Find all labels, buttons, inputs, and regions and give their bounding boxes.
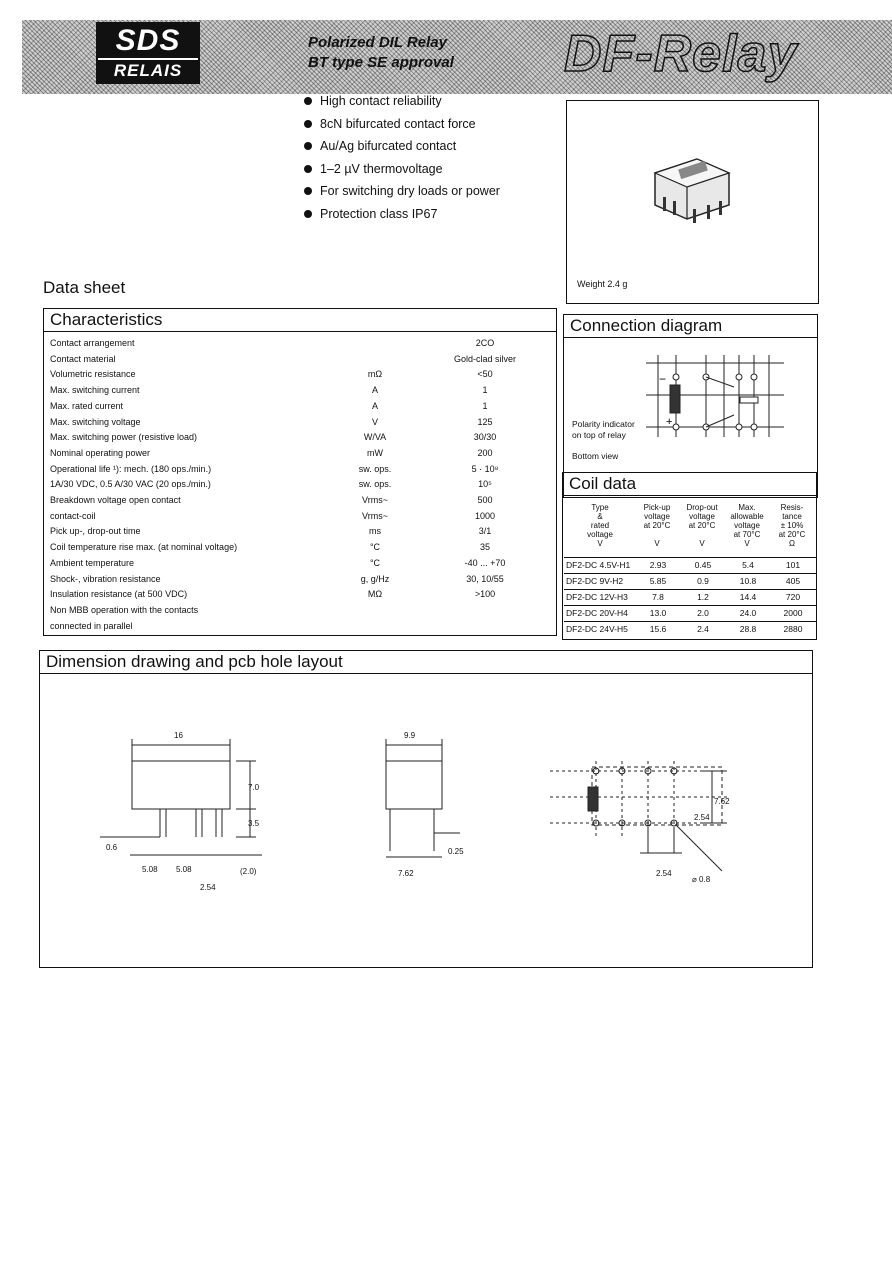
- coil-header-line: [635, 530, 679, 539]
- characteristic-label: Contact material: [50, 353, 116, 364]
- coil-row: [564, 573, 817, 589]
- characteristics-box: [43, 308, 557, 636]
- coil-data-title: Coil data: [563, 473, 816, 496]
- characteristic-label: Volumetric resistance: [50, 369, 136, 380]
- characteristic-label: Max. switching power (resistive load): [50, 432, 198, 443]
- characteristic-row: [50, 523, 550, 539]
- coil-header-line: at 70°C: [733, 530, 761, 539]
- characteristic-value: 3/1: [478, 526, 492, 537]
- characteristic-row: [50, 398, 550, 414]
- svg-text:+: +: [666, 416, 673, 428]
- coil-value-cell: 14.4: [739, 592, 757, 602]
- characteristic-label: Max. switching voltage: [50, 416, 141, 427]
- connection-title: Connection diagram: [564, 315, 817, 338]
- characteristic-unit: V: [371, 416, 378, 427]
- characteristic-unit: sw. ops.: [358, 463, 392, 474]
- characteristic-value: 200: [477, 447, 493, 458]
- coil-type-cell: DF2-DC 20V-H4: [566, 608, 628, 618]
- coil-header-line: Max.: [738, 503, 756, 512]
- characteristic-row: [50, 366, 550, 382]
- coil-value-cell: 101: [785, 560, 801, 570]
- coil-header-cell: [565, 503, 635, 548]
- pcb-hole-diameter: ⌀ 0.8: [692, 875, 711, 884]
- coil-header-line: V: [654, 539, 660, 548]
- bottom-view-label: Bottom view: [572, 451, 619, 461]
- coil-value-cell: 10.8: [739, 576, 757, 586]
- dim-2-0: (2.0): [240, 867, 257, 876]
- coil-value-cell: 5.85: [649, 576, 667, 586]
- characteristic-label: Contact arrangement: [50, 338, 135, 348]
- dim-pitch-2-54: 2.54: [200, 883, 216, 892]
- feature-item: Au/Ag bifurcated contact: [304, 137, 500, 160]
- characteristic-value: 2CO: [475, 338, 495, 348]
- characteristic-value: 125: [477, 416, 493, 427]
- characteristic-label: Pick up-, drop-out time: [50, 526, 141, 537]
- dim-height-7: 7.0: [248, 783, 260, 792]
- characteristic-row: [50, 351, 550, 367]
- dimension-title: Dimension drawing and pcb hole layout: [40, 651, 812, 674]
- characteristic-unit: mΩ: [367, 369, 383, 380]
- characteristic-value: 30/30: [473, 432, 497, 443]
- characteristic-label: Non MBB operation with the contacts: [50, 604, 199, 615]
- characteristic-value: <50: [477, 369, 493, 380]
- coil-row: [564, 605, 817, 621]
- feature-item: 1–2 µV thermovoltage: [304, 160, 500, 183]
- coil-type-cell: DF2-DC 24V-H5: [566, 624, 628, 634]
- dim-pin-0-6: 0.6: [106, 843, 118, 852]
- dim-thickness-0-25: 0.25: [448, 847, 464, 856]
- characteristic-row: [50, 461, 550, 477]
- characteristic-unit: Vrms~: [362, 510, 388, 521]
- characteristic-value: 1: [482, 385, 488, 396]
- coil-value-cell: 15.6: [649, 624, 667, 634]
- dim-height-3-5: 3.5: [248, 819, 260, 828]
- subtitle-line-2: BT type SE approval: [308, 54, 454, 71]
- coil-header-line: Drop-out: [686, 503, 718, 512]
- characteristic-label: Max. switching current: [50, 385, 140, 396]
- characteristic-row: [50, 414, 550, 430]
- polarity-line-1: Polarity indicator: [572, 419, 635, 429]
- coil-value-cell: 405: [785, 576, 801, 586]
- characteristic-label: connected in parallel: [50, 620, 133, 631]
- coil-value-cell: 0.9: [697, 576, 709, 586]
- coil-type-cell: DF2-DC 4.5V-H1: [566, 560, 631, 570]
- characteristic-value: Gold-clad silver: [453, 353, 517, 364]
- coil-value-cell: 28.8: [739, 624, 757, 634]
- page-title: DF-Relay: [564, 25, 798, 83]
- polarity-line-2: on top of relay: [572, 430, 626, 440]
- dim-width-7-62: 7.62: [398, 869, 414, 878]
- coil-value-cell: 0.45: [694, 560, 712, 570]
- characteristic-value: 1000: [474, 510, 496, 521]
- feature-list: [304, 92, 500, 228]
- characteristic-value: 5 · 10⁸: [471, 463, 499, 474]
- characteristic-label: Max. rated current: [50, 400, 124, 411]
- feature-item: Protection class IP67: [304, 205, 500, 228]
- pcb-dim-7-62: 7.62: [714, 797, 730, 806]
- weight-label: Weight 2.4 g: [577, 279, 628, 289]
- coil-header-line: ± 10%: [780, 521, 804, 530]
- dim-width-9-9: 9.9: [404, 731, 416, 740]
- coil-header-line: voltage: [587, 530, 613, 539]
- coil-value-cell: 2.93: [649, 560, 667, 570]
- dim-pitch-5-08-b: 5.08: [176, 865, 192, 874]
- subtitle-line-1: Polarized DIL Relay: [308, 34, 447, 51]
- connection-diagram-box: [563, 314, 818, 498]
- characteristic-unit: mW: [367, 447, 383, 458]
- coil-type-cell: DF2-DC 12V-H3: [566, 592, 628, 602]
- coil-header-line: allowable: [730, 512, 764, 521]
- coil-type-cell: DF2-DC 9V-H2: [566, 576, 624, 586]
- feature-item: High contact reliability: [304, 92, 500, 115]
- coil-header-line: V: [699, 539, 705, 548]
- characteristic-value: 1: [482, 400, 488, 411]
- characteristic-label: Shock-, vibration resistance: [50, 573, 161, 584]
- characteristic-value: 30, 10/55: [466, 573, 504, 584]
- characteristic-label: Operational life ¹): mech. (180 ops./min.): [50, 463, 212, 474]
- coil-header-cell: [679, 503, 725, 548]
- coil-header-line: at 20°C: [643, 521, 671, 530]
- characteristic-row: [50, 476, 550, 492]
- coil-row: [564, 589, 817, 605]
- coil-value-cell: 7.8: [652, 592, 664, 602]
- characteristic-row: [50, 618, 550, 634]
- coil-value-cell: 1.2: [697, 592, 709, 602]
- coil-row: [564, 557, 817, 573]
- characteristic-unit: A: [371, 385, 378, 396]
- coil-header-line: voltage: [734, 521, 760, 530]
- coil-value-cell: 24.0: [739, 608, 757, 618]
- feature-item: 8cN bifurcated contact force: [304, 115, 500, 138]
- coil-header-line: tance: [782, 512, 802, 521]
- logo-top-text: SDS: [98, 24, 198, 58]
- coil-header-line: voltage: [644, 512, 670, 521]
- coil-header-line: at 20°C: [778, 530, 806, 539]
- coil-row: [564, 621, 817, 637]
- coil-header-line: Type: [591, 503, 609, 512]
- dim-width-16: 16: [174, 731, 183, 740]
- characteristic-label: Coil temperature rise max. (at nominal voltage): [50, 542, 238, 553]
- relay-photo-box: [566, 100, 819, 304]
- characteristic-unit: ms: [369, 526, 381, 537]
- coil-header-line: Ω: [789, 539, 795, 548]
- characteristic-label: Insulation resistance (at 500 VDC): [50, 589, 188, 600]
- characteristic-row: [50, 382, 550, 398]
- pcb-dim-2-54-vertical: 2.54: [694, 813, 710, 822]
- logo-bottom-text: RELAIS: [98, 60, 198, 82]
- coil-data-box: [562, 472, 817, 640]
- coil-header-line: V: [597, 539, 603, 548]
- coil-header-line: at 20°C: [688, 521, 716, 530]
- characteristic-unit: g, g/Hz: [360, 573, 390, 584]
- characteristic-label: Ambient temperature: [50, 557, 135, 568]
- characteristic-row: [50, 508, 550, 524]
- coil-value-cell: 2.0: [697, 608, 709, 618]
- relay-photo: [567, 101, 818, 271]
- characteristic-row: [50, 445, 550, 461]
- characteristic-value: -40 ... +70: [464, 557, 506, 568]
- coil-header-cell: [769, 503, 815, 548]
- characteristic-unit: °C: [369, 557, 381, 568]
- data-sheet-label: Data sheet: [43, 278, 126, 297]
- characteristic-value: 10⁵: [478, 479, 492, 490]
- pcb-dim-2-54-horizontal: 2.54: [656, 869, 672, 878]
- characteristics-title: Characteristics: [44, 309, 556, 332]
- characteristic-row: [50, 571, 550, 587]
- coil-value-cell: 5.4: [742, 560, 754, 570]
- coil-header-cell: [725, 503, 769, 548]
- coil-value-cell: 2.4: [697, 624, 709, 634]
- characteristic-value: 35: [479, 542, 490, 553]
- coil-header-line: Resis-: [780, 503, 804, 512]
- characteristic-unit: °C: [369, 542, 381, 553]
- characteristic-value: 500: [477, 495, 493, 505]
- characteristic-unit: MΩ: [367, 589, 383, 600]
- coil-header-cell: [635, 503, 679, 548]
- characteristic-row: [50, 586, 550, 602]
- characteristic-value: >100: [474, 589, 496, 600]
- dimension-drawing-box: [39, 650, 813, 968]
- coil-header-line: rated: [590, 521, 610, 530]
- characteristic-unit: sw. ops.: [358, 479, 392, 490]
- coil-header-line: voltage: [689, 512, 715, 521]
- characteristic-row: [50, 602, 550, 618]
- dim-pitch-5-08-a: 5.08: [142, 865, 158, 874]
- characteristic-label: 1A/30 VDC, 0.5 A/30 VAC (20 ops./min.): [50, 479, 211, 490]
- coil-header-line: &: [597, 512, 603, 521]
- polarity-indicator-note: [572, 419, 635, 441]
- characteristic-label: Breakdown voltage open contact: [50, 495, 181, 505]
- characteristic-unit: Vrms~: [362, 495, 388, 505]
- characteristic-row: [50, 492, 550, 508]
- characteristic-label: contact-coil: [50, 510, 96, 521]
- characteristic-row: [50, 539, 550, 555]
- characteristic-unit: W/VA: [363, 432, 387, 443]
- characteristic-unit: A: [371, 400, 378, 411]
- coil-header-line: Pick-up: [643, 503, 671, 512]
- characteristic-row: [50, 335, 550, 351]
- characteristic-label: Nominal operating power: [50, 447, 151, 458]
- svg-text:−: −: [659, 372, 667, 386]
- feature-item: For switching dry loads or power: [304, 182, 500, 205]
- coil-header-line: V: [744, 539, 750, 548]
- coil-value-cell: 720: [785, 592, 801, 602]
- coil-header-line: [679, 530, 725, 539]
- characteristic-row: [50, 429, 550, 445]
- coil-value-cell: 2000: [783, 608, 803, 618]
- sds-logo: [96, 22, 200, 84]
- coil-value-cell: 13.0: [649, 608, 667, 618]
- coil-value-cell: 2880: [783, 624, 803, 634]
- characteristic-row: [50, 555, 550, 571]
